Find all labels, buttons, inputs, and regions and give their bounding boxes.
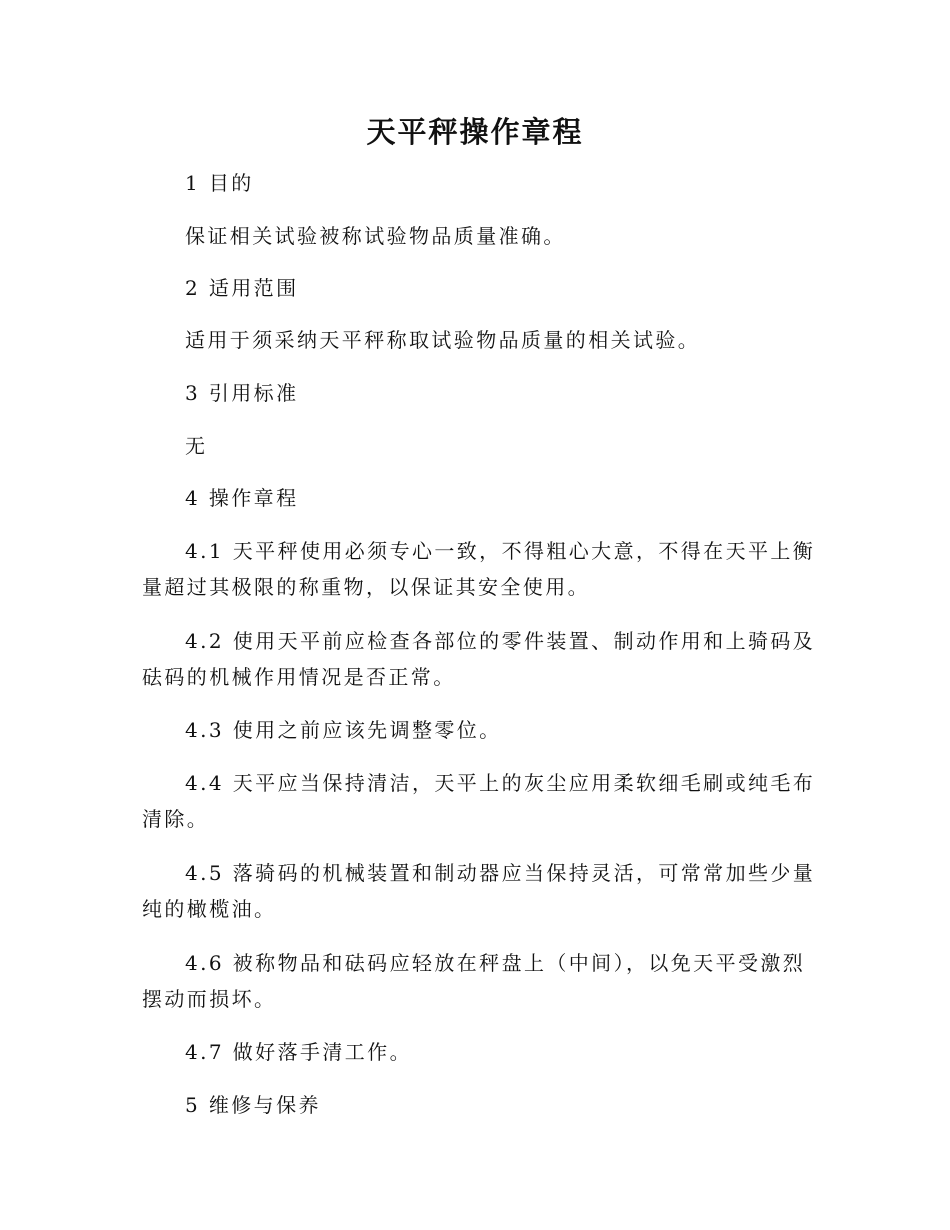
clause-4-5-line-2: 纯的橄榄油。 xyxy=(142,897,277,921)
clause-4-2-line-1: 4.2 使用天平前应检查各部位的零件装置、制动作用和上骑码及 xyxy=(185,629,816,653)
section-3-text: 无 xyxy=(185,434,208,458)
clause-4-3-line-1: 4.3 使用之前应该先调整零位。 xyxy=(185,718,502,742)
section-1-text: 保证相关试验被称试验物品质量准确。 xyxy=(185,224,566,248)
section-1-heading: 1 目的 xyxy=(185,171,254,195)
section-5-heading: 5 维修与保养 xyxy=(185,1093,321,1117)
section-2-text: 适用于须采纳天平秤称取试验物品质量的相关试验。 xyxy=(185,328,701,352)
section-3-heading: 3 引用标准 xyxy=(185,381,299,405)
section-2-heading: 2 适用范围 xyxy=(185,276,299,300)
clause-4-2-line-2: 砝码的机械作用情况是否正常。 xyxy=(142,665,456,689)
clause-4-4-line-2: 清除。 xyxy=(142,807,210,831)
document-title: 天平秤操作章程 xyxy=(366,115,584,149)
clause-4-5-line-1: 4.5 落骑码的机械装置和制动器应当保持灵活，可常常加些少量 xyxy=(185,861,816,885)
clause-4-6-line-2: 摆动而损坏。 xyxy=(142,987,277,1011)
clause-4-4-line-1: 4.4 天平应当保持清洁，天平上的灰尘应用柔软细毛刷或纯毛布 xyxy=(185,771,816,795)
section-4-heading: 4 操作章程 xyxy=(185,486,299,510)
clause-4-6-line-1: 4.6 被称物品和砝码应轻放在秤盘上（中间），以免天平受激烈 xyxy=(185,951,806,975)
clause-4-1-line-1: 4.1 天平秤使用必须专心一致，不得粗心大意，不得在天平上衡 xyxy=(185,539,816,563)
clause-4-1-line-2: 量超过其极限的称重物，以保证其安全使用。 xyxy=(142,575,590,599)
clause-4-7-line-1: 4.7 做好落手清工作。 xyxy=(185,1040,412,1064)
